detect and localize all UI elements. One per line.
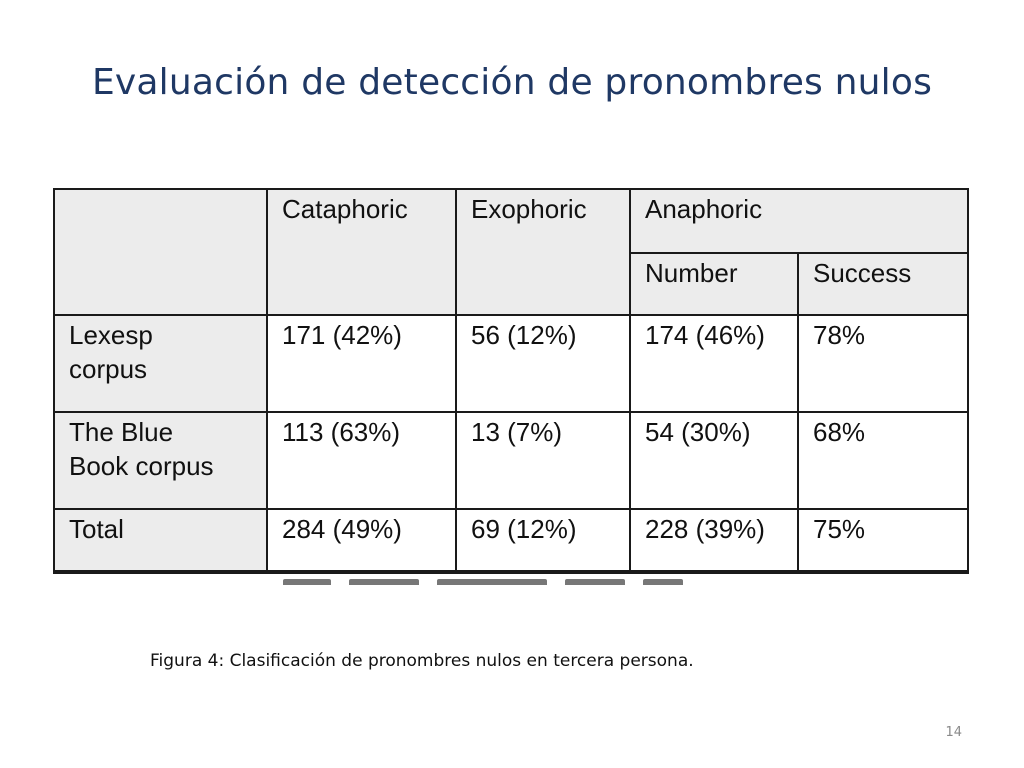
table-row — [54, 315, 969, 412]
row-label: Lexesp corpus — [54, 315, 267, 412]
empty-corner-cell — [54, 189, 267, 315]
cell-cataphoric: 284 (49%) — [267, 509, 456, 571]
header-number: Number — [630, 253, 798, 315]
figure-caption: Figura 4: Clasificación de pronombres nulos en tercera persona. — [150, 651, 694, 671]
cell-anaphoric-number: 174 (46%) — [630, 315, 798, 412]
cell-cataphoric: 171 (42%) — [267, 315, 456, 412]
cell-exophoric: 13 (7%) — [456, 412, 630, 509]
page-number: 14 — [945, 725, 962, 740]
cropped-caption-fragment — [283, 571, 703, 585]
header-success: Success — [798, 253, 969, 315]
header-anaphoric: Anaphoric — [630, 189, 969, 253]
cell-anaphoric-success: 78% — [798, 315, 969, 412]
row-label: The Blue Book corpus — [54, 412, 267, 509]
cell-anaphoric-success: 75% — [798, 509, 969, 571]
header-cataphoric: Cataphoric — [267, 189, 456, 315]
header-exophoric: Exophoric — [456, 189, 630, 315]
cell-cataphoric: 113 (63%) — [267, 412, 456, 509]
table-figure — [53, 188, 969, 588]
cell-exophoric: 69 (12%) — [456, 509, 630, 571]
row-label: Total — [54, 509, 267, 571]
cell-anaphoric-number: 228 (39%) — [630, 509, 798, 571]
table-row — [54, 509, 969, 571]
table-row — [54, 412, 969, 509]
slide-title: Evaluación de detección de pronombres nulos — [91, 62, 933, 103]
cell-exophoric: 56 (12%) — [456, 315, 630, 412]
cell-anaphoric-success: 68% — [798, 412, 969, 509]
pronoun-classification-table — [53, 188, 969, 572]
cell-anaphoric-number: 54 (30%) — [630, 412, 798, 509]
